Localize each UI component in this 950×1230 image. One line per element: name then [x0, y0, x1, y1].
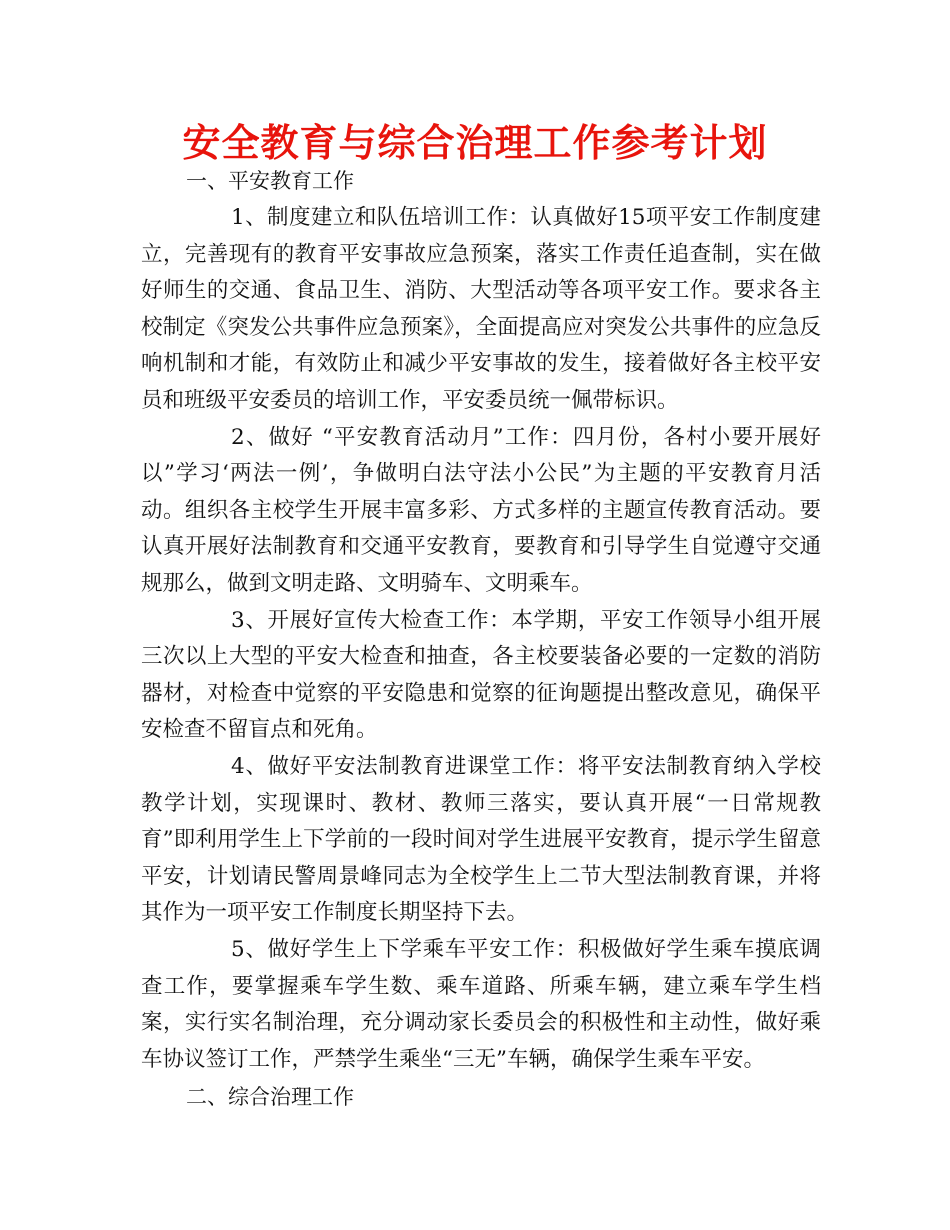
document-title: 安全教育与综合治理工作参考计划 — [182, 121, 768, 165]
paragraph-2: 2、做好 “平安教育活动月”工作：四月份，各村小要开展好以”学习‘两法一例’，争做明白法守法小公民”为主题的平安教育月活动。组织各主校学生开展丰富多彩、方式多样的主题宣传教育活动。要认真开展好法制教育和交通平安教育，要教育和引导学生自觉遵守交通规那么，做到文明走路、文明骑车、文明乘车。 — [141, 424, 821, 596]
section-heading-2: 二、综合治理工作 — [186, 1084, 354, 1109]
paragraph-5: 5、做好学生上下学乘车平安工作：积极做好学生乘车摸底调查工作，要掌握乘车学生数、乘车道路、所乘车辆，建立乘车学生档案，实行实名制治理，充分调动家长委员会的积极性和主动性，做好乘车协议签订工作，严禁学生乘坐“三无”车辆，确保学生乘车平安。 — [141, 937, 821, 1072]
document-body — [141, 163, 821, 1116]
paragraph-3: 3、开展好宣传大检查工作：本学期，平安工作领导小组开展三次以上大型的平安大检查和抽查，各主校要装备必要的一定数的消防器材，对检查中觉察的平安隐患和觉察的征询题提出整改意见，确保平安检查不留盲点和死角。 — [141, 607, 821, 742]
paragraph-4: 4、做好平安法制教育进课堂工作：将平安法制教育纳入学校教学计划，实现课时、教材、教师三落实，要认真开展“一日常规教育”即利用学生上下学前的一段时间对学生进展平安教育，提示学生留意平安，计划请民警周景峰同志为全校学生上二节大型法制教育课，并将其作为一项平安工作制度长期坚持下去。 — [141, 754, 821, 925]
paragraph-1: 1、制度建立和队伍培训工作：认真做好15项平安工作制度建立，完善现有的教育平安事故应急预案，落实工作责任追查制，实在做好师生的交通、食品卫生、消防、大型活动等各项平安工作。要求各主校制定《突发公共事件应急预案》，全面提高应对突发公共事件的应急反响机制和才能，有效防止和减少平安事故的发生，接着做好各主校平安员和班级平安委员的培训工作，平安委员统一佩带标识。 — [141, 205, 821, 413]
section-heading-1: 一、平安教育工作 — [186, 169, 354, 193]
